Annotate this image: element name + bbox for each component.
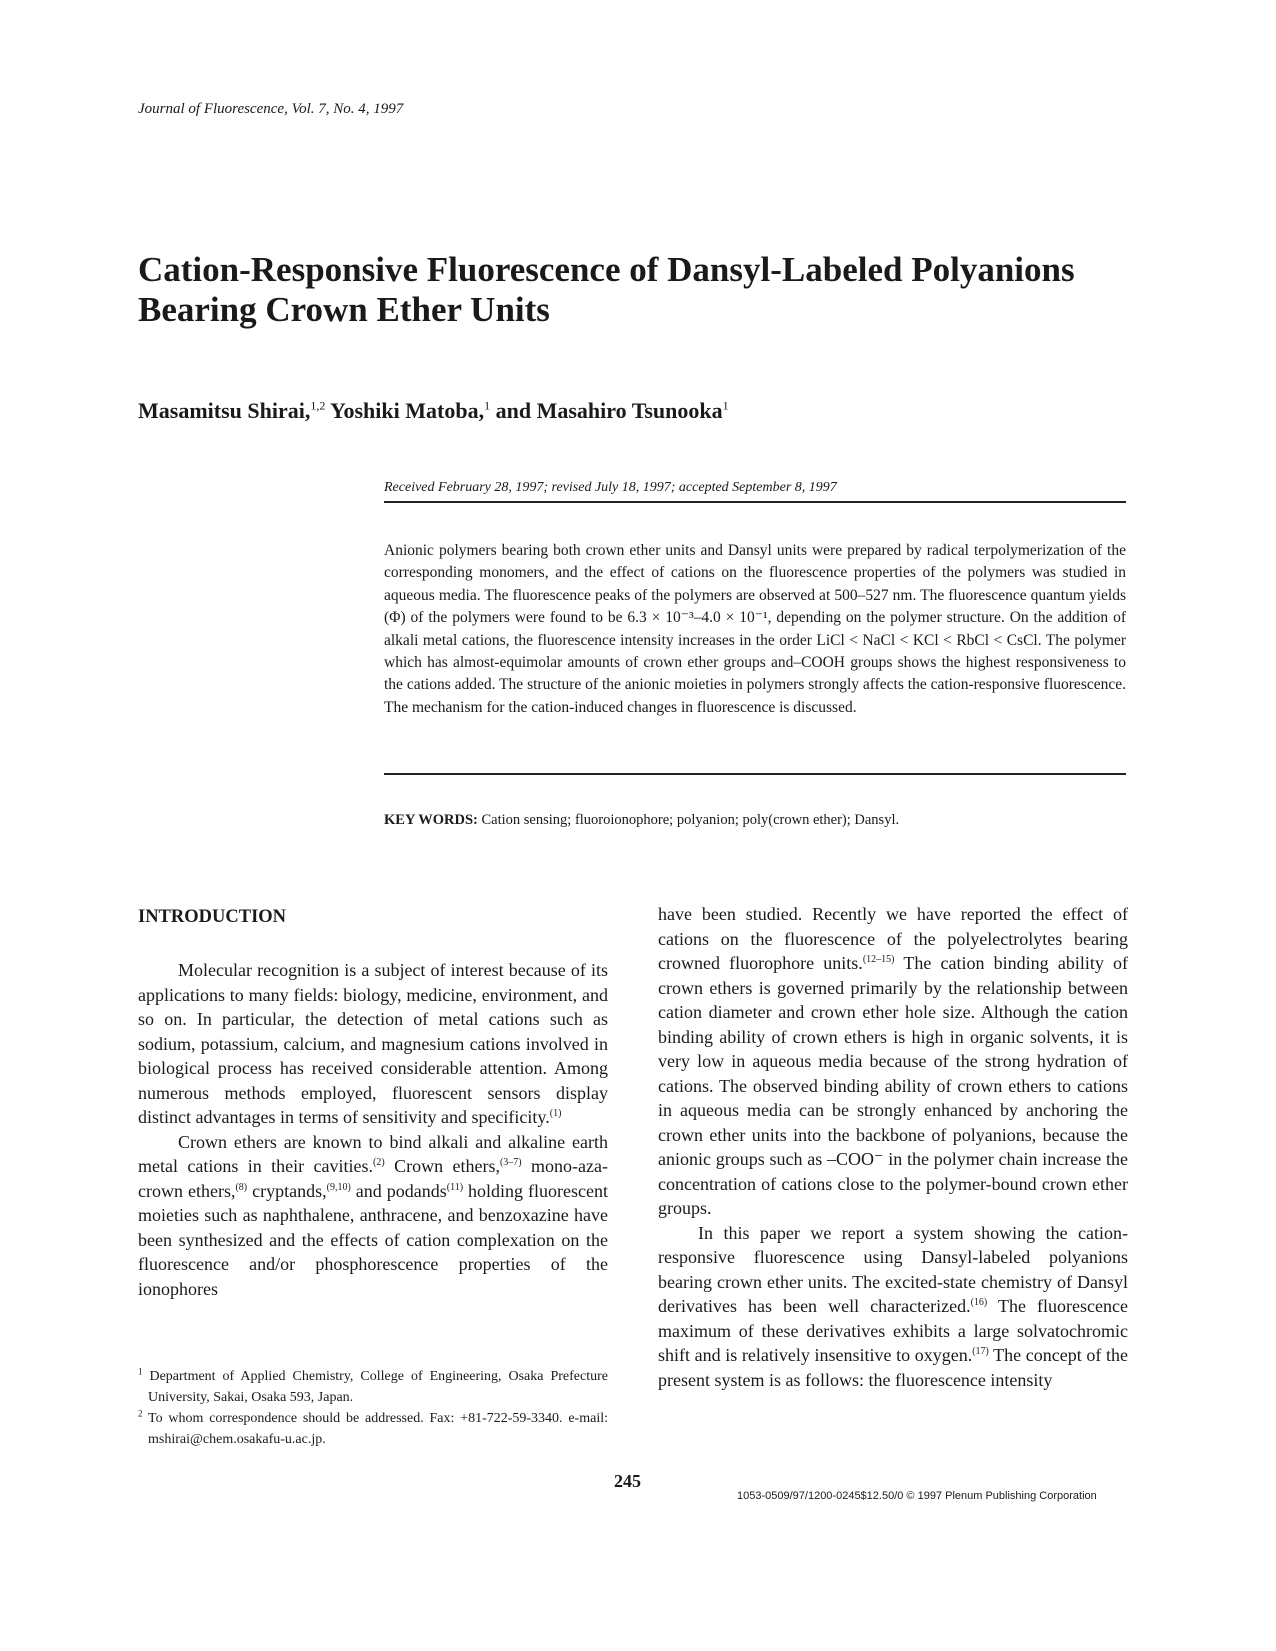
footnotes: [138, 1366, 608, 1450]
author-affiliation: 1: [484, 398, 491, 413]
keywords: [384, 812, 899, 829]
author-list: [138, 398, 729, 424]
page-number: 245: [614, 1471, 641, 1491]
journal-header: Journal of Fluorescence, Vol. 7, No. 4, 1997: [138, 101, 404, 117]
abstract-text: Anionic polymers bearing both crown ether units and Dansyl units were prepared by radical terpolymerization of the corresponding monomers, and the effect of cations on the fluorescence properties of the polymers was studied in aqueous media. The fluorescence peaks of the polymers are observed at 500–527 nm. The fluorescence quantum yields (Φ) of the polymers were found to be 6.3 × 10⁻³–4.0 × 10⁻¹, depending on the polymer structure. On the addition of alkali metal cations, the fluorescence intensity increases in the order LiCl < NaCl < KCl < RbCl < CsCl. The polymer which has almost-equimolar amounts of crown ether groups and–COOH groups shows the highest responsiveness to the cations added. The structure of the anionic moieties in polymers strongly affects the cation-responsive fluorescence. The mechanism for the cation-induced changes in fluorescence is discussed.: [384, 542, 1126, 716]
keywords-label: KEY WORDS:: [384, 812, 478, 828]
keywords-text: Cation sensing; fluoroionophore; polyanion; poly(crown ether); Dansyl.: [481, 812, 900, 828]
author-name: Masamitsu Shirai,: [138, 398, 311, 423]
intro-paragraph-4: In this paper we report a system showing the cation-responsive fluorescence using Dansyl-labeled polyanions bearing crown ether units. The excited-state chemistry of Dansyl derivatives has been well characterized.$^{(16)}$ The fluorescence maximum of these derivatives exhibits a large solvatochromic shift and is relatively insensitive to oxygen.$^{(17)}$ The concept of the present system is as follows: the fluorescence intensity: [658, 1222, 1128, 1390]
intro-paragraph-1: Molecular recognition is a subject of interest because of its applications to many fields: biology, medicine, environment, and so on. In particular, the detection of metal cations such as sodium, potassium, calcium, and magnesium cations involved in biological process has received considerable attention. Among numerous methods employed, fluorescent sensors display distinct advantages in terms of sensitivity and specificity.$^{(1)}$: [138, 960, 608, 1127]
right-column-body: [658, 902, 1128, 1392]
abstract-top-rule: [384, 501, 1126, 503]
left-column-body: [138, 958, 608, 1301]
section-heading-introduction: INTRODUCTION: [138, 907, 287, 927]
intro-paragraph-2: Crown ethers are known to bind alkali and alkaline earth metal cations in their cavities.$^{(2)}$ Crown ethers,$^{(3-7)}$ mono-aza-crown ethers,$^{(8)}$ cryptands,$^{(9,10)}$ and podands$^{(11)}$ holding fluorescent moieties such as naphthalene, anthracene, and benzoxazine have been synthesized and the effects of cation complexation on the fluorescence and/or phosphorescence properties of the ionophores: [138, 1131, 608, 1299]
author-affiliation: 1,2: [310, 398, 326, 413]
footnote: $^2$ To whom correspondence should be addressed. Fax: +81-722-59-3340. e-mail: mshirai@chem.osakafu-u.ac.jp.: [138, 1408, 608, 1447]
paper-title: Cation-Responsive Fluorescence of Dansyl-Labeled Polyanions Bearing Crown Ether Units: [138, 250, 1075, 329]
copyright-line: 1053-0509/97/1200-0245$12.50/0 © 1997 Plenum Publishing Corporation: [737, 1490, 1097, 1502]
author-name: and Masahiro Tsunooka: [495, 398, 723, 423]
author-affiliation: 1: [722, 398, 729, 413]
footnote: $^1$ Department of Applied Chemistry, College of Engineering, Osaka Prefecture University, Sakai, Osaka 593, Japan.: [138, 1366, 608, 1405]
intro-paragraph-3: have been studied. Recently we have reported the effect of cations on the fluorescence of the polyelectrolytes bearing crowned fluorophore units.$^{(12-15)}$ The cation binding ability of crown ethers is governed primarily by the relationship between cation diameter and crown ether hole size. Although the cation binding ability of crown ethers is high in organic solvents, it is very low in aqueous media because of the strong hydration of cations. The observed binding ability of crown ethers to cations in aqueous media can be strongly enhanced by anchoring the crown ether units into the backbone of polyanions, because the anionic groups such as –COO⁻ in the polymer chain increase the concentration of cations close to the polymer-bound crown ether groups.: [658, 904, 1128, 1218]
abstract-bottom-rule: [384, 773, 1126, 775]
received-dates: Received February 28, 1997; revised July 18, 1997; accepted September 8, 1997: [384, 480, 837, 495]
author-name: Yoshiki Matoba,: [330, 398, 485, 423]
